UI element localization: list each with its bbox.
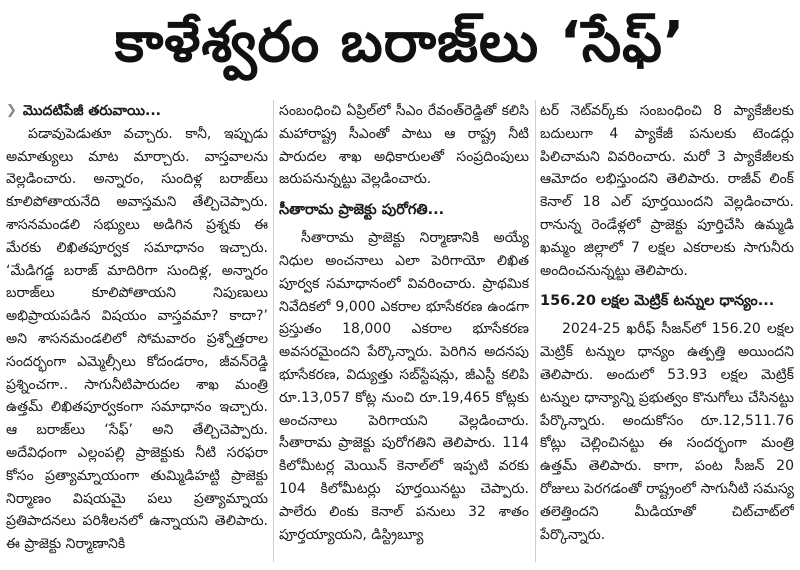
subheading: 156.20 లక్షల మెట్రిక్ టన్నుల ధాన్యం... [540, 293, 775, 310]
continuation-kicker [6, 100, 268, 123]
kicker-text: మొదటిపేజీ తరువాయి... [22, 103, 161, 119]
lead-paragraph: టర్ నెట్‌వర్క్‌కు సంబంధించి 8 ప్యాకేజీలకు బదులుగా 4 ప్యాకేజీ పనులకు టెండర్లు పిలిచామని వివరించారు. మరో 3 ప్యాకేజీలకు ఆమోదం లభిస్తుందని తెలిపారు. రాజీవ్ లింక్ కెనాల్ 18 ఎల్ పూర్తయిందని వెల్లడించారు. రానున్న రెండేళ్లలో ప్రాజెక్టు పూర్తిచేసి ఉమ్మడి ఖమ్మం జిల్లాలో 7 లక్షల ఎకరాలకు సాగునీరు అందించనున్నట్టు తెలిపారు. [540, 103, 794, 279]
article-column-2 [279, 100, 529, 562]
column-divider [535, 100, 536, 562]
chevron-right-icon: ❯ [6, 103, 17, 118]
headline: కాళేశ్వరం బరాజ్‌లు ‘సేఫ్’ [114, 9, 686, 75]
column-divider [273, 100, 274, 562]
body-paragraph: సీతారామ ప్రాజెక్టు నిర్మాణానికి అయ్యే నిధుల అంచనాలు ఎలా పెరిగాయో లిఖిత పూర్వక సమాధానంలో వివరించారు. ప్రాథమిక నివేదికలో 9,000 ఎకరాల భూసేకరణ ఉండగా ప్రస్తుతం 18,000 ఎకరాల భూసేకరణ అవసరమైందని పేర్కొన్నారు. పెరిగిన అదనపు భూసేకరణ, విద్యుత్తు సబ్‌స్టేషన్లు, జీఎస్టీ కలిపి రూ.13,057 కోట్ల నుంచి రూ.19,465 కోట్లకు అంచనాలు పెరిగాయని వెల్లడించారు. సీతారామ ప్రాజెక్టు పురోగతిని తెలిపారు. 114 కిలోమీటర్ల మెయిన్ కెనాల్‌లో ఇప్పటి వరకు 104 కిలోమీటర్లు పూర్తయినట్టు చెప్పారు. పాలేరు లింకు కెనాల్ పనులు 32 శాతం పూర్తయ్యాయని, డిస్ట్రిబ్యూ [279, 230, 529, 543]
body-paragraph: 2024-25 ఖరీఫ్ సీజన్‌లో 156.20 లక్షల మెట్రిక్ టన్నుల ధాన్యం ఉత్పత్తి అయిందని తెలిపారు. అందులో 53.93 లక్షల మెట్రిక్ టన్నుల ధాన్యాన్ని ప్రభుత్వం కొనుగోలు చేసినట్టు పేర్కొన్నారు. అందుకోసం రూ.12,511.76 కోట్లు చెల్లించినట్టు ఈ సందర్భంగా మంత్రి ఉత్తమ్ తెలిపారు. కాగా, పంట సీజన్ 20 రోజులు పెరగడంతో రాష్ట్రంలో సాగునీటి సమస్య తలెత్తిందని మీడియాతో చిట్‌చాట్‌లో పేర్కొన్నారు. [540, 321, 794, 543]
lead-paragraph: సంబంధించి ఏప్రిల్‌లో సీఎం రేవంత్‌రెడ్డితో కలిసి మహారాష్ట్ర సీఎంతో పాటు ఆ రాష్ట్ర నీటి పారుదల శాఖ అధికారులతో సంప్రదింపులు జరుపనున్నట్టు వెల్లడించారు. [279, 103, 529, 188]
article-column-3 [540, 100, 794, 562]
subheading: సీతారామ ప్రాజెక్టు పురోగతి... [279, 202, 445, 219]
article-column-1 [6, 100, 268, 562]
body-paragraph: పడావుపెడుతూ వచ్చారు. కానీ, ఇప్పుడు అమాత్యులు మాట మార్చారు. వాస్తవాలను వెల్లడించారు. అన్నారం, సుందిళ్ల బరాజ్‌లు కూలిపోతాయనేది అవాస్తమని తేల్చిచెప్పారు. శాసనమండలి సభ్యులు అడిగిన ప్రశ్నకు ఈ మేరకు లిఖితపూర్వక సమాధానం ఇచ్చారు. ‘మేడిగడ్డ బరాజ్ మాదిరిగా సుందిళ్ల, అన్నారం బరాజ్‌లు కూలిపోతాయని నిపుణులు అభిప్రాయపడిన విషయం వాస్తవమా? కాదా?’ అని శాసనమండలిలో సోమవారం ప్రశ్నోత్తరాల సందర్భంగా ఎమ్మెల్సీలు కోదండరాం, జీవన్‌రెడ్డి ప్రశ్నించగా.. సాగునీటిపారుదల శాఖ మంత్రి ఉత్తమ్ లిఖితపూర్వకంగా సమాధానం ఇచ్చారు. ఆ బరాజ్‌లు ‘సేఫ్’ అని తేల్చిచెప్పారు. అదేవిధంగా ఎల్లంపల్లి ప్రాజెక్టుకు నీటి సరఫరా కోసం ప్రత్యామ్నాయంగా తుమ్మిడిహట్టి ప్రాజెక్టు నిర్మాణం విషయమై పలు ప్రత్యామ్నాయ ప్రతిపాదనలు పరిశీలనలో ఉన్నాయని తెలిపారు. ఈ ప్రాజెక్టు నిర్మాణానికి [6, 125, 268, 553]
